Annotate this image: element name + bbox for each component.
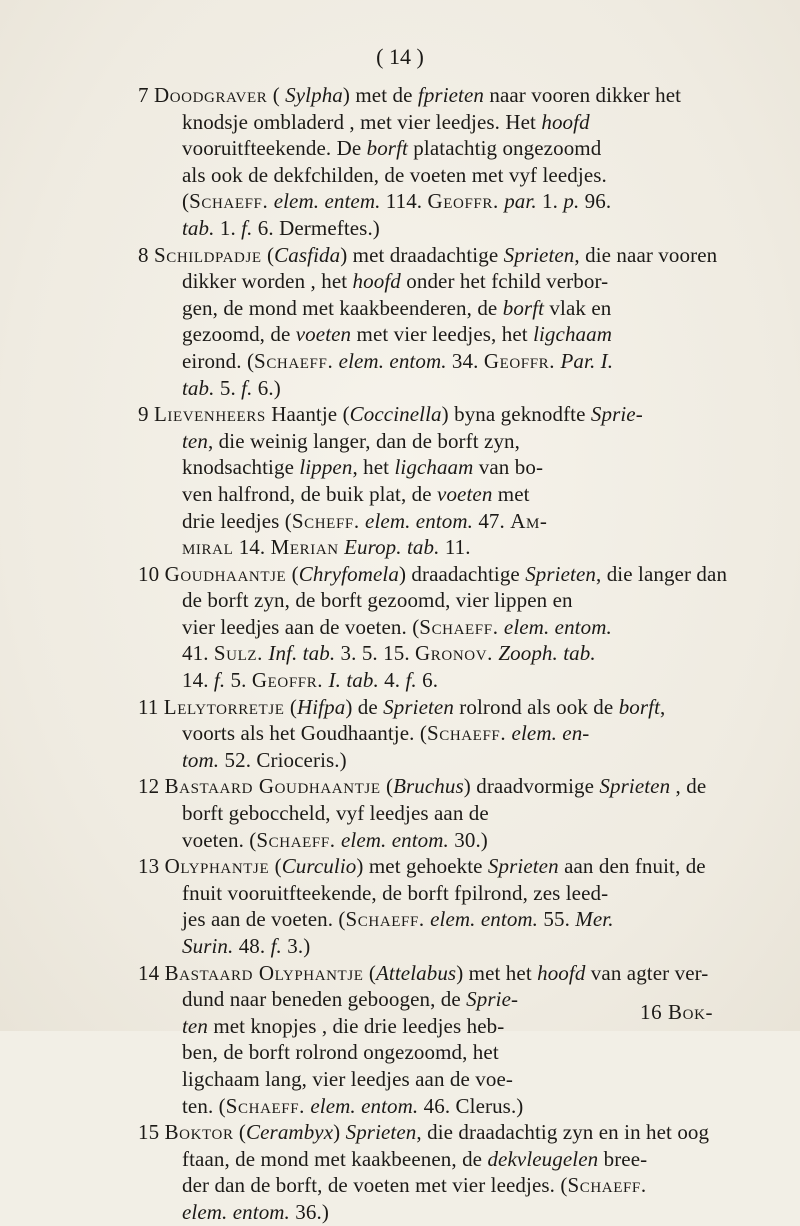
- entry-line: de borft zyn, de borft gezoomd, vier lippen en: [182, 588, 573, 613]
- entry-line: ven halfrond, de buik plat, de voeten met: [182, 481, 530, 506]
- entry-line: gen, de mond met kaakbeenderen, de borft vlak en: [182, 295, 612, 320]
- entry-line: jes aan de voeten. (Schaeff. elem. entom. 55. Mer.: [182, 907, 614, 932]
- entry-line: 13 Olyphantje (Curculio) met gehoekte Sprieten aan den fnuit, de: [138, 854, 706, 879]
- entry-line: 41. Sulz. Inf. tab. 3. 5. 15. Gronov. Zooph. tab.: [182, 641, 596, 666]
- entry-12-bastaard-goudhaantje: [138, 773, 738, 853]
- entry-line: elem. entom. 36.): [182, 1199, 329, 1224]
- entry-line: 14 Bastaard Olyphantje (Attelabus) met het hoofd van agter ver-: [138, 960, 709, 985]
- entry-line: 8 Schildpadje (Casfida) met draadachtige Sprieten, die naar vooren: [138, 242, 718, 267]
- entry-10-goudhaantje: [138, 561, 738, 694]
- entry-list: [138, 82, 738, 1226]
- entry-line: ftaan, de mond met kaakbeenen, de dekvleugelen bree-: [182, 1146, 648, 1171]
- entry-line: 11 Lelytorretje (Hifpa) de Sprieten rolrond als ook de borft,: [138, 694, 666, 719]
- entry-line: ten. (Schaeff. elem. entom. 46. Clerus.): [182, 1093, 524, 1118]
- entry-line: drie leedjes (Scheff. elem. entom. 47. Am-: [182, 508, 548, 533]
- entry-9-lievenheers-haantje: [138, 401, 738, 561]
- entry-8-schildpadje: [138, 242, 738, 402]
- entry-line: tab. 5. f. 6.): [182, 375, 281, 400]
- entry-line: gezoomd, de voeten met vier leedjes, het ligchaam: [182, 322, 613, 347]
- entry-11-lelytorretje: [138, 694, 738, 774]
- entry-line: als ook de dekfchilden, de voeten met vyf leedjes.: [182, 162, 607, 187]
- entry-line: vooruitfteekende. De borft platachtig ongezoomd: [182, 136, 602, 161]
- entry-line: ligchaam lang, vier leedjes aan de voe-: [182, 1066, 513, 1091]
- entry-line: tom. 52. Crioceris.): [182, 747, 347, 772]
- entry-7-doodgraver: [138, 82, 738, 242]
- entry-line: 14. f. 5. Geoffr. I. tab. 4. f. 6.: [182, 668, 439, 693]
- entry-line: knodsachtige lippen, het ligchaam van bo-: [182, 455, 544, 480]
- entry-line: ben, de borft rolrond ongezoomd, het: [182, 1040, 499, 1065]
- entry-line: 10 Goudhaantje (Chryfomela) draadachtige Sprieten, die langer dan: [138, 561, 728, 586]
- entry-15-boktor: [138, 1119, 738, 1225]
- entry-line: 9 Lievenheers Haantje (Coccinella) byna geknodfte Sprie-: [138, 402, 643, 427]
- entry-line: 15 Boktor (Cerambyx) Sprieten, die draadachtig zyn en in het oog: [138, 1120, 710, 1145]
- entry-line: eirond. (Schaeff. elem. entom. 34. Geoffr. Par. I.: [182, 348, 614, 373]
- entry-line: fnuit vooruitfteekende, de borft fpilrond, zes leed-: [182, 880, 609, 905]
- entry-line: (Schaeff. elem. entem. 114. Geoffr. par. 1. p. 96.: [182, 189, 612, 214]
- catchword: 16 Bok-: [640, 1000, 714, 1024]
- entry-line: 7 Doodgraver ( Sylpha) met de fprieten naar vooren dikker het: [138, 83, 682, 107]
- entry-line: 12 Bastaard Goudhaantje (Bruchus) draadvormige Sprieten , de: [138, 774, 707, 799]
- page-number: ( 14 ): [376, 44, 424, 69]
- entry-line: voorts als het Goudhaantje. (Schaeff. elem. en-: [182, 721, 590, 746]
- entry-line: borft geboccheld, vyf leedjes aan de: [182, 801, 489, 826]
- entry-13-olyphantje: [138, 853, 738, 959]
- entry-line: voeten. (Schaeff. elem. entom. 30.): [182, 827, 488, 852]
- entry-line: vier leedjes aan de voeten. (Schaeff. elem. entom.: [182, 614, 612, 639]
- entry-line: dund naar beneden geboogen, de Sprie-: [182, 987, 519, 1012]
- entry-line: knodsje ombladerd , met vier leedjes. Het hoofd: [182, 109, 590, 134]
- entry-line: dikker worden , het hoofd onder het fchild verbor-: [182, 269, 609, 294]
- entry-line: tab. 1. f. 6. Dermeftes.): [182, 215, 380, 240]
- entry-line: Surin. 48. f. 3.): [182, 934, 311, 958]
- entry-line: ten met knopjes , die drie leedjes heb-: [182, 1013, 505, 1038]
- entry-line: der dan de borft, de voeten met vier leedjes. (Schaeff.: [182, 1173, 647, 1198]
- entry-line: miral 14. Merian Europ. tab. 11.: [182, 535, 471, 560]
- entry-14-bastaard-olyphantje: [138, 960, 738, 1120]
- entry-line: ten, die weinig langer, dan de borft zyn,: [182, 428, 520, 453]
